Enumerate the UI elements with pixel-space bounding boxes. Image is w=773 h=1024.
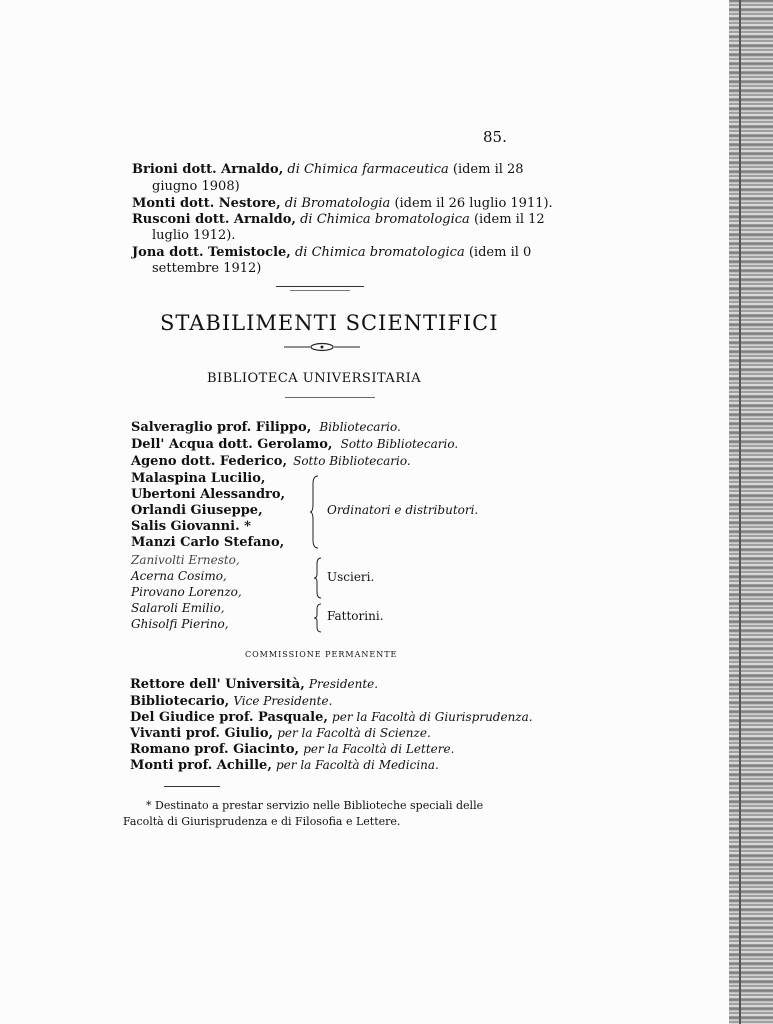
ornament-icon [284,342,360,352]
member-name: Romano prof. Giacinto, [130,742,300,757]
member-name: Vivanti prof. Giulio, [130,726,274,741]
entry-name: Monti dott. Nestore, [132,196,281,211]
fattorino-item: Salaroli Emilio, [131,601,225,615]
entry-date: (idem il 26 luglio 1911). [394,196,553,211]
entry-date: (idem il 28 [452,162,524,177]
entry-role: di Chimica bromatologica [300,212,470,227]
entry-jona [132,245,531,260]
page-number: 85. [483,128,507,146]
member-role: Vice Presidente. [233,694,333,708]
footnote-line-1: * Destinato a prestar servizio nelle Biblioteche speciali delle [146,799,484,812]
commission-member [130,677,378,692]
entry-role: di Bromatologia [284,196,391,211]
entry-date: (idem il 12 [473,212,545,227]
member-name: Monti prof. Achille, [130,758,272,773]
subsection-rule [285,397,375,398]
staff-name: Ageno dott. Federico, [131,454,287,469]
section-title: STABILIMENTI SCIENTIFICI [160,311,499,335]
member-name: Del Giudice prof. Pasquale, [130,710,328,725]
member-role: per la Facoltà di Giurisprudenza. [332,710,533,724]
usciere-item: Acerna Cosimo, [131,569,227,583]
commission-member [130,710,533,725]
entry-brioni-cont: giugno 1908) [152,179,240,194]
footnote-line-2: Facoltà di Giurisprudenza e di Filosofia e Lettere. [123,815,401,828]
brace-ordinatori-icon [310,474,322,550]
entry-name: Brioni dott. Arnaldo, [132,162,284,177]
staff-role: Sotto Bibliotecario. [293,454,411,468]
usciere-item: Zanivolti Ernesto, [131,553,240,567]
member-role: per la Facoltà di Scienze. [277,726,431,740]
entry-name: Rusconi dott. Arnaldo, [132,212,296,227]
divider-rule [276,286,364,287]
staff-ageno [131,454,411,469]
commission-member [130,742,454,757]
subsection-title: BIBLIOTECA UNIVERSITARIA [207,371,422,386]
ordinatore-item: Malaspina Lucilio, [131,471,266,486]
entry-role: di Chimica farmaceutica [287,162,449,177]
ordinatore-item: Ubertoni Alessandro, [131,487,286,502]
commission-member [130,726,431,741]
commission-member [130,758,439,773]
member-name: Bibliotecario, [130,694,230,709]
page-edge-line [739,0,741,1024]
entry-rusconi-cont: luglio 1912). [152,228,236,243]
fattorino-item: Ghisolfi Pierino, [131,617,229,631]
ordinatore-item: Salis Giovanni. * [131,519,251,534]
entry-rusconi [132,212,545,227]
commission-member [130,694,332,709]
entry-date: (idem il 0 [468,245,532,260]
footnote-rule [164,786,220,787]
uscieri-label: Uscieri. [327,570,375,584]
brace-fattorini-icon [313,603,325,633]
ordinatori-label: Ordinatori e distributori. [327,503,479,517]
entry-monti [132,196,553,211]
member-role: Presidente. [308,677,379,691]
staff-salveraglio [131,420,401,435]
ordinatore-item: Manzi Carlo Stefano, [131,535,285,550]
staff-role: Bibliotecario. [319,420,401,434]
page-edge-scan-noise [729,0,773,1024]
commission-title: COMMISSIONE PERMANENTE [245,650,398,659]
entry-role: di Chimica bromatologica [294,245,465,260]
member-role: per la Facoltà di Medicina. [275,758,439,772]
entry-jona-cont: settembre 1912) [152,261,262,276]
member-role: per la Facoltà di Lettere. [303,742,455,756]
fattorini-label: Fattorini. [327,609,384,623]
usciere-item: Pirovano Lorenzo, [131,585,242,599]
staff-dellacqua [131,437,458,452]
staff-role: Sotto Bibliotecario. [340,437,459,451]
brace-uscieri-icon [313,556,325,600]
ordinatore-item: Orlandi Giuseppe, [131,503,263,518]
staff-name: Dell' Acqua dott. Gerolamo, [131,437,333,452]
entry-brioni [132,162,524,177]
divider-rule-thin [290,290,350,291]
entry-name: Jona dott. Temistocle, [132,245,291,260]
staff-name: Salveraglio prof. Filippo, [131,420,312,435]
member-name: Rettore dell' Università, [130,677,305,692]
